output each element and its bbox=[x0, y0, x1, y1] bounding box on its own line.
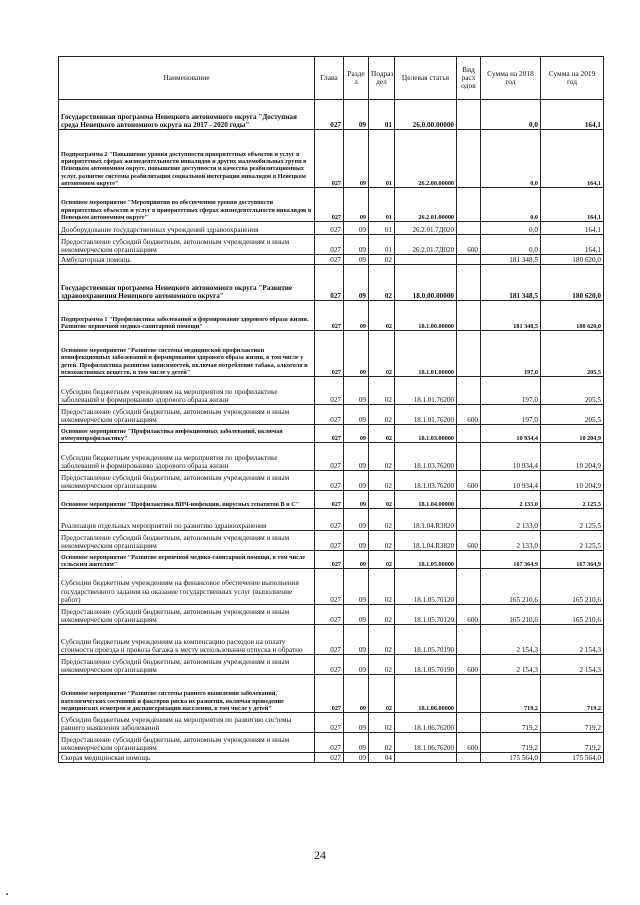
row-razdel: 09 bbox=[344, 531, 369, 551]
row-sum2019: 164,1 bbox=[541, 130, 604, 188]
table-row bbox=[59, 605, 604, 625]
row-razdel: 09 bbox=[344, 255, 369, 265]
row-statya: 26.0.00.00000 bbox=[395, 100, 457, 130]
row-name: Основное мероприятие "Развитие системы медицинской профилактики неинфекционных заболеваний и формирования здорового образа жизни, в том числе у детей. Профилактика развития зависимостей, включая потребление табака, алкоголя и психоактивных веществ, в том числе у детей" bbox=[59, 331, 315, 377]
row-razdel: 09 bbox=[344, 509, 369, 531]
row-statya: 26.2.01.7Д020 bbox=[395, 235, 457, 255]
row-razdel: 09 bbox=[344, 425, 369, 443]
row-vid bbox=[457, 265, 481, 301]
row-statya: 18.1.05.70190 bbox=[395, 625, 457, 655]
row-vid: 600 bbox=[457, 605, 481, 625]
row-name: Основное мероприятие "Профилактика инфекционных заболеваний, включая иммунопрофилактику" bbox=[59, 425, 315, 443]
row-sum2018: 165 210,6 bbox=[481, 605, 541, 625]
table-row bbox=[59, 377, 604, 405]
row-sum2019: 205,5 bbox=[541, 331, 604, 377]
row-statya: 18.1.01.76200 bbox=[395, 377, 457, 405]
row-name: Основное мероприятие "Мероприятия по обеспечению уровня доступности приоритетных объектов и услуг в приоритетных сферах жизнедеятельности инвалидов в Ненецком автономном округе" bbox=[59, 188, 315, 222]
row-vid: 600 bbox=[457, 235, 481, 255]
table-row bbox=[59, 331, 604, 377]
row-glava: 027 bbox=[315, 265, 344, 301]
table-row bbox=[59, 100, 604, 130]
row-razdel: 09 bbox=[344, 377, 369, 405]
row-name: Предоставление субсидий бюджетным, автономным учреждениям и иным некоммерческим организациям bbox=[59, 471, 315, 491]
table-row bbox=[59, 655, 604, 675]
row-razdel: 09 bbox=[344, 675, 369, 713]
row-sum2018: 175 564,0 bbox=[481, 753, 541, 763]
row-statya: 18.1.05.70120 bbox=[395, 569, 457, 605]
table-row bbox=[59, 130, 604, 188]
row-sum2019: 10 204,9 bbox=[541, 443, 604, 471]
row-razdel: 09 bbox=[344, 471, 369, 491]
row-podrazdel: 02 bbox=[369, 713, 395, 733]
row-razdel: 09 bbox=[344, 605, 369, 625]
row-vid bbox=[457, 625, 481, 655]
row-statya bbox=[395, 255, 457, 265]
row-statya bbox=[395, 753, 457, 763]
col-header-glava: Глава bbox=[315, 57, 344, 100]
row-razdel: 09 bbox=[344, 265, 369, 301]
row-name: Субсидии бюджетным учреждениям на мероприятия по развитию системы раннего выявления заболеваний bbox=[59, 713, 315, 733]
row-sum2019: 2 125,5 bbox=[541, 531, 604, 551]
row-glava: 027 bbox=[315, 405, 344, 425]
budget-table bbox=[58, 56, 604, 763]
row-sum2018: 719,2 bbox=[481, 733, 541, 753]
table-row bbox=[59, 625, 604, 655]
row-sum2018: 0,0 bbox=[481, 100, 541, 130]
row-razdel: 09 bbox=[344, 100, 369, 130]
row-vid: 600 bbox=[457, 531, 481, 551]
row-sum2018: 197,0 bbox=[481, 405, 541, 425]
row-razdel: 09 bbox=[344, 551, 369, 569]
row-vid bbox=[457, 713, 481, 733]
row-podrazdel: 02 bbox=[369, 551, 395, 569]
row-name: Субсидии бюджетным учреждениям на мероприятия по профилактике заболеваний и формированию здорового образа жизни bbox=[59, 443, 315, 471]
row-sum2019: 205,5 bbox=[541, 405, 604, 425]
row-podrazdel: 02 bbox=[369, 377, 395, 405]
row-sum2018: 0,0 bbox=[481, 222, 541, 235]
row-name: Предоставление субсидий бюджетным, автономным учреждениям и иным некоммерческим организациям bbox=[59, 733, 315, 753]
row-name: Предоставление субсидий бюджетным, автономным учреждениям и иным некоммерческим организациям bbox=[59, 531, 315, 551]
row-razdel: 09 bbox=[344, 443, 369, 471]
row-sum2018: 167 364,9 bbox=[481, 551, 541, 569]
row-statya: 18.1.06.00000 bbox=[395, 675, 457, 713]
row-glava: 027 bbox=[315, 551, 344, 569]
row-razdel: 09 bbox=[344, 753, 369, 763]
row-sum2018: 2 133,0 bbox=[481, 531, 541, 551]
row-podrazdel: 02 bbox=[369, 625, 395, 655]
row-name: Дооборудование государственных учреждений здравоохранения bbox=[59, 222, 315, 235]
row-podrazdel: 02 bbox=[369, 255, 395, 265]
row-razdel: 09 bbox=[344, 331, 369, 377]
row-sum2018: 719,2 bbox=[481, 713, 541, 733]
row-glava: 027 bbox=[315, 130, 344, 188]
row-statya: 18.1.03.76200 bbox=[395, 471, 457, 491]
row-glava: 027 bbox=[315, 235, 344, 255]
row-glava: 027 bbox=[315, 733, 344, 753]
row-name: Субсидии бюджетным учреждениям на компенсацию расходов на оплату стоимости проезда и провоза багажа к месту использования отпуска и обратно bbox=[59, 625, 315, 655]
budget-table-container bbox=[58, 56, 603, 763]
row-sum2018: 197,0 bbox=[481, 331, 541, 377]
row-glava: 027 bbox=[315, 491, 344, 509]
table-row bbox=[59, 255, 604, 265]
row-name: Субсидии бюджетным учреждениям на мероприятия по профилактике заболеваний и формированию здорового образа жизни bbox=[59, 377, 315, 405]
row-name: Основное мероприятие "Развитие системы раннего выявления заболеваний, патологических состояний и факторов риска их развития, включая проведение медицинских осмотров и диспансеризации населения, в том числе у детей" bbox=[59, 675, 315, 713]
row-podrazdel: 02 bbox=[369, 301, 395, 331]
table-row bbox=[59, 405, 604, 425]
table-row bbox=[59, 713, 604, 733]
row-glava: 027 bbox=[315, 675, 344, 713]
row-vid: 600 bbox=[457, 655, 481, 675]
row-podrazdel: 01 bbox=[369, 222, 395, 235]
row-razdel: 09 bbox=[344, 655, 369, 675]
row-sum2019: 10 204,9 bbox=[541, 425, 604, 443]
row-glava: 027 bbox=[315, 377, 344, 405]
row-sum2018: 197,0 bbox=[481, 377, 541, 405]
row-podrazdel: 01 bbox=[369, 100, 395, 130]
row-podrazdel: 04 bbox=[369, 753, 395, 763]
row-sum2018: 181 348,5 bbox=[481, 301, 541, 331]
row-vid bbox=[457, 100, 481, 130]
row-vid bbox=[457, 491, 481, 509]
table-row bbox=[59, 188, 604, 222]
col-header-vid: Вид расх одов bbox=[457, 57, 481, 100]
row-podrazdel: 02 bbox=[369, 331, 395, 377]
row-sum2018: 2 154,3 bbox=[481, 625, 541, 655]
row-sum2018: 719,2 bbox=[481, 675, 541, 713]
col-header-sum2019: Сумма на 2019 год bbox=[541, 57, 604, 100]
row-vid bbox=[457, 130, 481, 188]
row-podrazdel: 02 bbox=[369, 569, 395, 605]
row-glava: 027 bbox=[315, 605, 344, 625]
row-sum2019: 164,1 bbox=[541, 188, 604, 222]
row-statya: 18.0.00.00000 bbox=[395, 265, 457, 301]
row-sum2019: 2 125,5 bbox=[541, 509, 604, 531]
row-sum2019: 205,5 bbox=[541, 377, 604, 405]
row-statya: 18.1.04.00000 bbox=[395, 491, 457, 509]
row-name: Подпрограмма 1 "Профилактика заболеваний и формирование здорового образа жизни. Развитие первичной медико-санитарной помощи" bbox=[59, 301, 315, 331]
row-podrazdel: 02 bbox=[369, 531, 395, 551]
table-row bbox=[59, 551, 604, 569]
row-glava: 027 bbox=[315, 753, 344, 763]
row-statya: 18.1.00.00000 bbox=[395, 301, 457, 331]
row-sum2019: 2 154,3 bbox=[541, 655, 604, 675]
row-sum2019: 165 210,6 bbox=[541, 605, 604, 625]
table-row bbox=[59, 471, 604, 491]
row-glava: 027 bbox=[315, 655, 344, 675]
row-name: Предоставление субсидий бюджетным, автономным учреждениям и иным некоммерческим организациям bbox=[59, 655, 315, 675]
row-razdel: 09 bbox=[344, 130, 369, 188]
row-podrazdel: 02 bbox=[369, 443, 395, 471]
row-sum2019: 164,1 bbox=[541, 100, 604, 130]
row-razdel: 09 bbox=[344, 713, 369, 733]
row-glava: 027 bbox=[315, 100, 344, 130]
row-name: Скорая медицинская помощь bbox=[59, 753, 315, 763]
col-header-name: Наименование bbox=[59, 57, 315, 100]
row-podrazdel: 01 bbox=[369, 188, 395, 222]
row-glava: 027 bbox=[315, 301, 344, 331]
table-header-row bbox=[59, 57, 604, 100]
row-statya: 26.2.01.7Д020 bbox=[395, 222, 457, 235]
row-vid bbox=[457, 377, 481, 405]
row-name: Подпрограмма 2 "Повышение уровня доступности приоритетных объектов и услуг в приоритетных сферах жизнедеятельности инвалидов и других маломобильных групп в Ненецком автономном округе, повышение доступности и качества реабилитационных услуг, развитие системы реабилитации социальной интеграции инвалидов в Ненецком автономном округе" bbox=[59, 130, 315, 188]
row-sum2019: 165 210,6 bbox=[541, 569, 604, 605]
row-statya: 18.1.01.00000 bbox=[395, 331, 457, 377]
row-statya: 18.1.05.70120 bbox=[395, 605, 457, 625]
row-sum2019: 2 154,3 bbox=[541, 625, 604, 655]
row-vid: 600 bbox=[457, 405, 481, 425]
row-vid bbox=[457, 301, 481, 331]
row-glava: 027 bbox=[315, 443, 344, 471]
row-podrazdel: 02 bbox=[369, 265, 395, 301]
table-row bbox=[59, 301, 604, 331]
col-header-statya: Целевая статья bbox=[395, 57, 457, 100]
row-sum2018: 0,0 bbox=[481, 188, 541, 222]
row-statya: 18.1.03.76200 bbox=[395, 443, 457, 471]
row-glava: 027 bbox=[315, 569, 344, 605]
row-sum2019: 180 620,0 bbox=[541, 301, 604, 331]
row-sum2018: 181 348,5 bbox=[481, 255, 541, 265]
row-name: Предоставление субсидий бюджетным, автономным учреждениям и иным некоммерческим организациям bbox=[59, 235, 315, 255]
row-sum2018: 181 348,5 bbox=[481, 265, 541, 301]
row-vid: 600 bbox=[457, 471, 481, 491]
row-statya: 18.1.04.R3820 bbox=[395, 509, 457, 531]
row-name: Государственная программа Ненецкого автономного округа "Развитие здравоохранения Ненецкого автономного округа" bbox=[59, 265, 315, 301]
row-podrazdel: 02 bbox=[369, 655, 395, 675]
table-row bbox=[59, 235, 604, 255]
row-sum2019: 180 620,0 bbox=[541, 255, 604, 265]
col-header-sum2018: Сумма на 2018 год bbox=[481, 57, 541, 100]
row-sum2019: 164,1 bbox=[541, 222, 604, 235]
table-row bbox=[59, 531, 604, 551]
row-razdel: 09 bbox=[344, 405, 369, 425]
row-razdel: 09 bbox=[344, 733, 369, 753]
row-glava: 027 bbox=[315, 222, 344, 235]
row-podrazdel: 02 bbox=[369, 509, 395, 531]
row-sum2018: 2 154,3 bbox=[481, 655, 541, 675]
row-glava: 027 bbox=[315, 509, 344, 531]
row-statya: 18.1.03.00000 bbox=[395, 425, 457, 443]
row-statya: 18.1.05.70190 bbox=[395, 655, 457, 675]
row-razdel: 09 bbox=[344, 188, 369, 222]
row-statya: 26.2.00.00000 bbox=[395, 130, 457, 188]
col-header-podrazdel: Подраз дел bbox=[369, 57, 395, 100]
row-statya: 18.1.01.76200 bbox=[395, 405, 457, 425]
row-vid bbox=[457, 443, 481, 471]
table-row bbox=[59, 425, 604, 443]
scan-speck bbox=[6, 893, 8, 895]
row-glava: 027 bbox=[315, 255, 344, 265]
row-glava: 027 bbox=[315, 531, 344, 551]
row-statya: 18.1.06.76200 bbox=[395, 733, 457, 753]
page-number: 24 bbox=[314, 848, 326, 862]
row-statya: 26.2.01.00000 bbox=[395, 188, 457, 222]
col-header-razdel: Разде л bbox=[344, 57, 369, 100]
row-sum2019: 719,2 bbox=[541, 713, 604, 733]
row-name: Предоставление субсидий бюджетным, автономным учреждениям и иным некоммерческим организациям bbox=[59, 405, 315, 425]
row-statya: 18.1.04.R3820 bbox=[395, 531, 457, 551]
row-vid bbox=[457, 222, 481, 235]
row-name: Государственная программа Ненецкого автономного округа "Доступная среда Ненецкого автономного округа на 2017 - 2020 годы" bbox=[59, 100, 315, 130]
row-sum2019: 180 620,0 bbox=[541, 265, 604, 301]
row-sum2018: 0,0 bbox=[481, 235, 541, 255]
row-name: Субсидии бюджетным учреждениям на финансовое обеспечение выполнения государственного задания на оказание государственных услуг (выполнение работ) bbox=[59, 569, 315, 605]
row-glava: 027 bbox=[315, 625, 344, 655]
row-vid: 600 bbox=[457, 733, 481, 753]
row-sum2018: 10 934,4 bbox=[481, 443, 541, 471]
row-podrazdel: 01 bbox=[369, 235, 395, 255]
row-razdel: 09 bbox=[344, 235, 369, 255]
row-podrazdel: 02 bbox=[369, 491, 395, 509]
table-row bbox=[59, 569, 604, 605]
row-vid bbox=[457, 753, 481, 763]
row-vid bbox=[457, 255, 481, 265]
table-row bbox=[59, 491, 604, 509]
row-name: Амбулаторная помощь bbox=[59, 255, 315, 265]
table-row bbox=[59, 753, 604, 763]
table-row bbox=[59, 265, 604, 301]
row-razdel: 09 bbox=[344, 625, 369, 655]
table-row bbox=[59, 222, 604, 235]
row-vid bbox=[457, 425, 481, 443]
row-sum2019: 719,2 bbox=[541, 733, 604, 753]
row-sum2019: 175 564,0 bbox=[541, 753, 604, 763]
row-razdel: 09 bbox=[344, 222, 369, 235]
row-sum2019: 164,1 bbox=[541, 235, 604, 255]
row-vid bbox=[457, 675, 481, 713]
row-vid bbox=[457, 331, 481, 377]
row-razdel: 09 bbox=[344, 301, 369, 331]
row-glava: 027 bbox=[315, 471, 344, 491]
row-razdel: 09 bbox=[344, 569, 369, 605]
row-name: Основное мероприятие "Развитие первичной медико-санитарной помощи, в том числе сельским жителям" bbox=[59, 551, 315, 569]
row-vid bbox=[457, 188, 481, 222]
row-vid bbox=[457, 509, 481, 531]
table-row bbox=[59, 675, 604, 713]
row-glava: 027 bbox=[315, 188, 344, 222]
row-sum2018: 165 210,6 bbox=[481, 569, 541, 605]
row-glava: 027 bbox=[315, 331, 344, 377]
row-podrazdel: 02 bbox=[369, 471, 395, 491]
row-sum2018: 2 133,0 bbox=[481, 509, 541, 531]
row-glava: 027 bbox=[315, 425, 344, 443]
row-podrazdel: 02 bbox=[369, 675, 395, 713]
row-podrazdel: 02 bbox=[369, 425, 395, 443]
row-sum2019: 2 125,5 bbox=[541, 491, 604, 509]
row-podrazdel: 02 bbox=[369, 733, 395, 753]
row-podrazdel: 02 bbox=[369, 605, 395, 625]
row-name: Предоставление субсидий бюджетным, автономным учреждениям и иным некоммерческим организациям bbox=[59, 605, 315, 625]
table-row bbox=[59, 733, 604, 753]
row-razdel: 09 bbox=[344, 491, 369, 509]
row-sum2018: 10 934,4 bbox=[481, 425, 541, 443]
row-sum2019: 10 204,9 bbox=[541, 471, 604, 491]
row-vid bbox=[457, 569, 481, 605]
table-row bbox=[59, 509, 604, 531]
row-sum2018: 2 133,0 bbox=[481, 491, 541, 509]
row-sum2019: 167 364,9 bbox=[541, 551, 604, 569]
row-sum2018: 0,0 bbox=[481, 130, 541, 188]
row-sum2019: 719,2 bbox=[541, 675, 604, 713]
row-glava: 027 bbox=[315, 713, 344, 733]
table-body bbox=[59, 100, 604, 763]
table-row bbox=[59, 443, 604, 471]
row-statya: 18.1.06.76200 bbox=[395, 713, 457, 733]
row-name: Реализация отдельных мероприятий по развитию здравоохранения bbox=[59, 509, 315, 531]
row-sum2018: 10 934,4 bbox=[481, 471, 541, 491]
row-statya: 18.1.05.00000 bbox=[395, 551, 457, 569]
row-podrazdel: 01 bbox=[369, 130, 395, 188]
row-name: Основное мероприятие "Профилактика ВИЧ-инфекции, вирусных гепатитов В и С" bbox=[59, 491, 315, 509]
row-vid bbox=[457, 551, 481, 569]
row-podrazdel: 02 bbox=[369, 405, 395, 425]
